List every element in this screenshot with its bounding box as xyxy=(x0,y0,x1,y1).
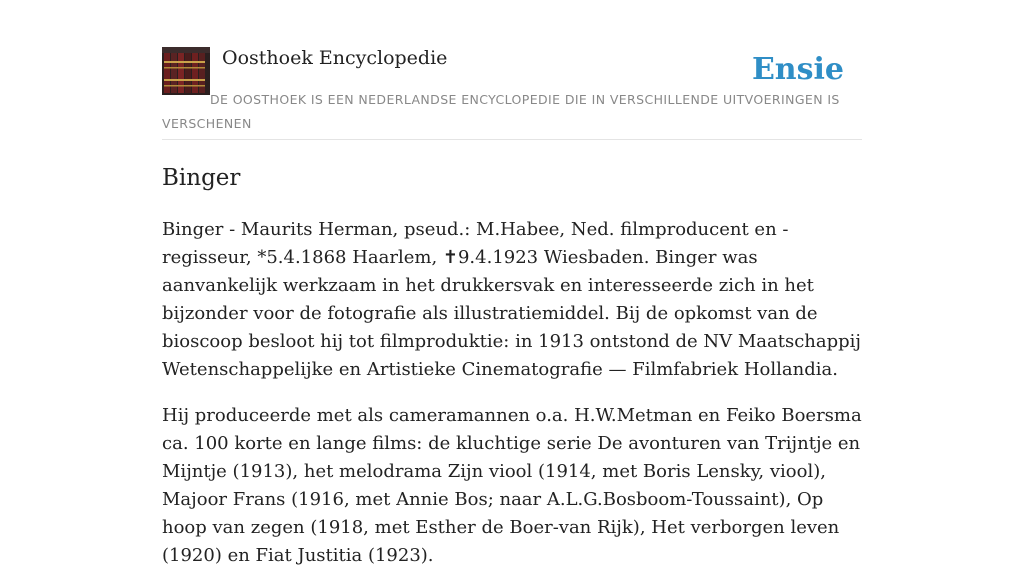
article xyxy=(162,160,862,570)
article-paragraph: Hij produceerde met als cameramannen o.a. H.W.Metman en Feiko Boersma ca. 100 korte en lange films: de kluchtige serie De avonturen van Trijntje en Mijntje (1913), het melodrama Zijn viool (1914, met Boris Lensky, viool), Majoor Frans (1916, met Annie Bos; naar A.L.G.Bosboom-Toussaint), Op hoop van zegen (1918, met Esther de Boer-van Rijk), Het verborgen leven (1920) en Fiat Justitia (1923). xyxy=(162,405,862,566)
site-tagline: DE OOSTHOEK IS EEN NEDERLANDSE ENCYCLOPEDIE DIE IN VERSCHILLENDE UITVOERINGEN IS VERSCHENEN xyxy=(162,92,840,131)
article-title: Binger xyxy=(162,165,241,191)
brand-logo[interactable]: Ensie xyxy=(751,52,844,87)
site-header xyxy=(162,46,862,140)
article-paragraph: Binger - Maurits Herman, pseud.: M.Habee, Ned. filmproducent en -regisseur, *5.4.1868 Haarlem, ✝9.4.1923 Wiesbaden. Binger was aanvankelijk werkzaam in het drukkersvak en interesseerde zich in het bijzonder voor de fotografie als illustratiemiddel. Bij de opkomst van de bioscoop besloot hij tot filmproduktie: in 1913 ontstond de NV Maatschappij Wetenschappelijke en Artistieke Cinematografie — Filmfabriek Hollandia. xyxy=(162,219,862,380)
site-name[interactable]: Oosthoek Encyclopedie xyxy=(222,47,448,69)
